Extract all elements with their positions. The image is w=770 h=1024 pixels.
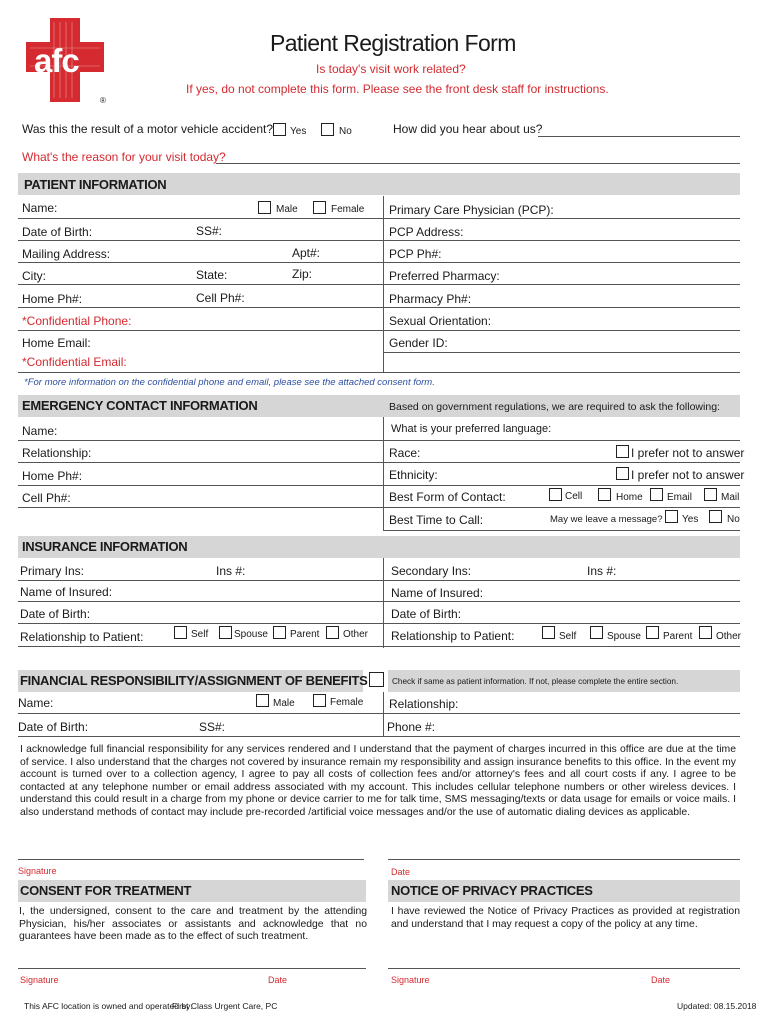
secondary-self-label: Self — [559, 631, 577, 642]
primary-dob-label: Date of Birth: — [20, 607, 91, 621]
rule — [383, 218, 740, 219]
consent-date-label: Date — [268, 975, 288, 985]
registered-mark: ® — [100, 96, 106, 105]
secondary-parent-checkbox[interactable] — [646, 626, 659, 639]
secondary-ins-num-label: Ins #: — [587, 564, 617, 578]
financial-signature-label: Signature — [18, 866, 57, 876]
consent-text: I, the undersigned, consent to the care and treatment by the attending Physician, his/her associates or assistants and acknowledge that no guarantees have been made as to the effect of such treatment. — [19, 906, 367, 942]
patient-state-label: State: — [196, 268, 228, 282]
secondary-insured-name-label: Name of Insured: — [391, 586, 484, 600]
insurance-section-heading: INSURANCE INFORMATION — [22, 539, 188, 554]
financial-acknowledgement-text: I acknowledge full financial responsibility for any services rendered and I understand that the payment of charges incurred in this office are due at the time of service. I also understand that the charges not covered by insurance remain my responsibility and assign insurance benefits to this office. In the event my account is turned over to a collection agency, I agree to pay all costs of collection fees and/or attorney's fees and all court costs if any. I agree to be contacted at any telephone number or email address associated with my account. This includes cellular telephone numbers or other wireless devices. I understand this could result in a charge from my phone or device carrier to me for talk time, SMS messaging/texts or data usage for emails or voice mails. I also understand methods of contact may include pre-recorded /artificial voice messages and/or the use of automatic dialing devices as applicable. — [20, 744, 736, 818]
motor-vehicle-yes-checkbox[interactable] — [273, 123, 286, 136]
footer-updated: Updated: 08.15.2018 — [677, 1001, 757, 1011]
patient-city-label: City: — [22, 269, 46, 283]
primary-relationship-label: Relationship to Patient: — [20, 630, 144, 644]
secondary-spouse-label: Spouse — [607, 631, 641, 642]
rule — [18, 307, 383, 308]
privacy-text: I have reviewed the Notice of Privacy Practices as provided at registration and understand that I may request a copy of the policy at any time. — [391, 906, 740, 930]
hear-about-label: How did you hear about us? — [393, 122, 543, 136]
financial-male-label: Male — [273, 698, 295, 709]
rule — [18, 646, 383, 647]
financial-male-checkbox[interactable] — [256, 694, 269, 707]
patient-conf-phone-label: *Confidential Phone: — [22, 314, 132, 328]
secondary-relationship-label: Relationship to Patient: — [391, 629, 515, 643]
patient-female-label: Female — [331, 204, 365, 215]
rule — [383, 580, 740, 581]
rule — [383, 530, 740, 531]
rule — [383, 440, 740, 441]
gov-heading: Based on government regulations, we are required to ask the following: — [389, 401, 720, 413]
emergency-cell-ph-label: Cell Ph#: — [22, 491, 71, 505]
rule — [18, 284, 383, 285]
rule — [383, 646, 740, 647]
patient-cell-ph-label: Cell Ph#: — [196, 291, 245, 305]
motor-vehicle-no-label: No — [339, 126, 352, 137]
contact-home-checkbox[interactable] — [598, 488, 611, 501]
motor-vehicle-yes-label: Yes — [290, 126, 307, 137]
contact-home-label: Home — [616, 492, 643, 503]
race-prefer-not-label: I prefer not to answer — [631, 446, 745, 460]
rule — [18, 485, 383, 486]
pcp-address-label: PCP Address: — [389, 225, 464, 239]
privacy-signature-line[interactable] — [388, 968, 740, 969]
primary-insured-name-label: Name of Insured: — [20, 585, 113, 599]
patient-mailing-label: Mailing Address: — [22, 247, 111, 261]
race-label: Race: — [389, 446, 421, 460]
afc-logo — [24, 14, 106, 106]
financial-female-checkbox[interactable] — [313, 694, 326, 707]
rule — [18, 372, 740, 373]
rule — [18, 623, 383, 624]
rule — [383, 623, 740, 624]
primary-other-label: Other — [343, 629, 369, 640]
privacy-date-label: Date — [651, 975, 671, 985]
emergency-relationship-label: Relationship: — [22, 446, 92, 460]
message-no-label: No — [727, 514, 740, 525]
primary-parent-label: Parent — [290, 629, 320, 640]
primary-self-label: Self — [191, 629, 209, 640]
secondary-parent-label: Parent — [663, 631, 693, 642]
financial-female-label: Female — [330, 697, 364, 708]
patient-female-checkbox[interactable] — [313, 201, 326, 214]
patient-male-label: Male — [276, 204, 298, 215]
patient-male-checkbox[interactable] — [258, 201, 271, 214]
rule — [383, 240, 740, 241]
contact-email-checkbox[interactable] — [650, 488, 663, 501]
financial-dob-label: Date of Birth: — [18, 720, 89, 734]
contact-mail-label: Mail — [721, 492, 740, 503]
patient-zip-label: Zip: — [292, 267, 313, 281]
pcp-ph-label: PCP Ph#: — [389, 247, 442, 261]
emergency-home-ph-label: Home Ph#: — [22, 469, 83, 483]
secondary-other-checkbox[interactable] — [699, 626, 712, 639]
rule — [383, 485, 740, 486]
secondary-spouse-checkbox[interactable] — [590, 626, 603, 639]
patient-home-email-label: Home Email: — [22, 336, 91, 350]
rule — [18, 713, 740, 714]
rule — [18, 330, 383, 331]
contact-cell-checkbox[interactable] — [549, 488, 562, 501]
work-related-instructions: If yes, do not complete this form. Please see the front desk staff for instructions. — [186, 82, 609, 96]
patient-dob-label: Date of Birth: — [22, 225, 93, 239]
financial-section-heading: FINANCIAL RESPONSIBILITY/ASSIGNMENT OF BENEFITS — [20, 673, 368, 688]
pharmacy-ph-label: Pharmacy Ph#: — [389, 292, 472, 306]
privacy-signature-label: Signature — [391, 975, 430, 985]
financial-date-line[interactable] — [388, 859, 740, 860]
primary-ins-num-label: Ins #: — [216, 564, 246, 578]
emergency-name-label: Name: — [22, 424, 58, 438]
gender-id-label: Gender ID: — [389, 336, 448, 350]
visit-reason-line[interactable] — [216, 163, 740, 164]
motor-vehicle-no-checkbox[interactable] — [321, 123, 334, 136]
form-title: Patient Registration Form — [270, 30, 516, 56]
rule — [18, 262, 383, 263]
rule — [383, 284, 740, 285]
rule — [18, 601, 383, 602]
patient-section-heading: PATIENT INFORMATION — [24, 177, 167, 192]
primary-ins-label: Primary Ins: — [20, 564, 85, 578]
financial-phone-label: Phone #: — [387, 720, 436, 734]
emergency-column-divider — [383, 417, 384, 531]
message-yes-checkbox[interactable] — [665, 510, 678, 523]
rule — [18, 462, 383, 463]
message-no-checkbox[interactable] — [709, 510, 722, 523]
rule — [383, 330, 740, 331]
ethnicity-prefer-not-label: I prefer not to answer — [631, 468, 745, 482]
best-time-label: Best Time to Call: — [389, 513, 484, 527]
secondary-dob-label: Date of Birth: — [391, 607, 462, 621]
motor-vehicle-question: Was this the result of a motor vehicle accident? — [22, 122, 274, 136]
financial-relationship-label: Relationship: — [389, 697, 459, 711]
rule — [383, 507, 740, 508]
patient-name-label: Name: — [22, 201, 58, 215]
same-as-patient-checkbox[interactable] — [369, 672, 384, 687]
leave-message-label: May we leave a message? — [550, 514, 663, 525]
rule — [383, 601, 740, 602]
footer-owned-by: This AFC location is owned and operated by: — [24, 1001, 193, 1011]
orientation-label: Sexual Orientation: — [389, 314, 492, 328]
rule — [18, 580, 383, 581]
primary-spouse-checkbox[interactable] — [219, 626, 232, 639]
consent-signature-label: Signature — [20, 975, 59, 985]
consent-signature-line[interactable] — [18, 968, 366, 969]
emergency-section-heading: EMERGENCY CONTACT INFORMATION — [22, 398, 258, 413]
primary-self-checkbox[interactable] — [174, 626, 187, 639]
contact-cell-label: Cell — [565, 491, 583, 502]
rule — [18, 440, 383, 441]
pcp-label: Primary Care Physician (PCP): — [389, 203, 554, 217]
patient-ss-label: SS#: — [196, 224, 223, 238]
financial-name-label: Name: — [18, 696, 54, 710]
financial-ss-label: SS#: — [199, 720, 226, 734]
rule — [18, 507, 383, 508]
contact-mail-checkbox[interactable] — [704, 488, 717, 501]
best-contact-label: Best Form of Contact: — [389, 490, 506, 504]
rule — [383, 307, 740, 308]
rule — [383, 352, 740, 353]
primary-spouse-label: Spouse — [234, 629, 268, 640]
ethnicity-label: Ethnicity: — [389, 468, 438, 482]
message-yes-label: Yes — [682, 514, 699, 525]
rule — [383, 262, 740, 263]
consent-section-heading: CONSENT FOR TREATMENT — [20, 883, 192, 898]
patient-conf-email-label: *Confidential Email: — [22, 355, 127, 369]
secondary-self-checkbox[interactable] — [542, 626, 555, 639]
language-label: What is your preferred language: — [391, 423, 552, 435]
financial-signature-line[interactable] — [18, 859, 364, 860]
rule — [383, 462, 740, 463]
financial-column-divider — [383, 692, 384, 736]
pharmacy-label: Preferred Pharmacy: — [389, 269, 500, 283]
patient-apt-label: Apt#: — [292, 246, 321, 260]
work-related-question: Is today's visit work related? — [316, 62, 466, 76]
rule — [18, 736, 740, 737]
primary-other-checkbox[interactable] — [326, 626, 339, 639]
privacy-section-heading: NOTICE OF PRIVACY PRACTICES — [391, 883, 593, 898]
hear-about-line[interactable] — [538, 136, 740, 137]
secondary-ins-label: Secondary Ins: — [391, 564, 472, 578]
race-prefer-not-checkbox[interactable] — [616, 445, 629, 458]
financial-date-label: Date — [391, 867, 411, 877]
confidential-note: *For more information on the confidential phone and email, please see the attached consent form. — [24, 377, 435, 388]
same-as-patient-label: Check if same as patient information. If not, please complete the entire section. — [392, 677, 679, 686]
primary-parent-checkbox[interactable] — [273, 626, 286, 639]
rule — [18, 218, 383, 219]
logo-text: afc — [34, 42, 79, 79]
footer-operator: First Class Urgent Care, PC — [172, 1001, 278, 1011]
patient-home-ph-label: Home Ph#: — [22, 292, 83, 306]
contact-email-label: Email — [667, 492, 693, 503]
rule — [18, 240, 383, 241]
secondary-other-label: Other — [716, 631, 742, 642]
visit-reason-label: What's the reason for your visit today? — [22, 150, 226, 164]
ethnicity-prefer-not-checkbox[interactable] — [616, 467, 629, 480]
insurance-column-divider — [383, 558, 384, 648]
